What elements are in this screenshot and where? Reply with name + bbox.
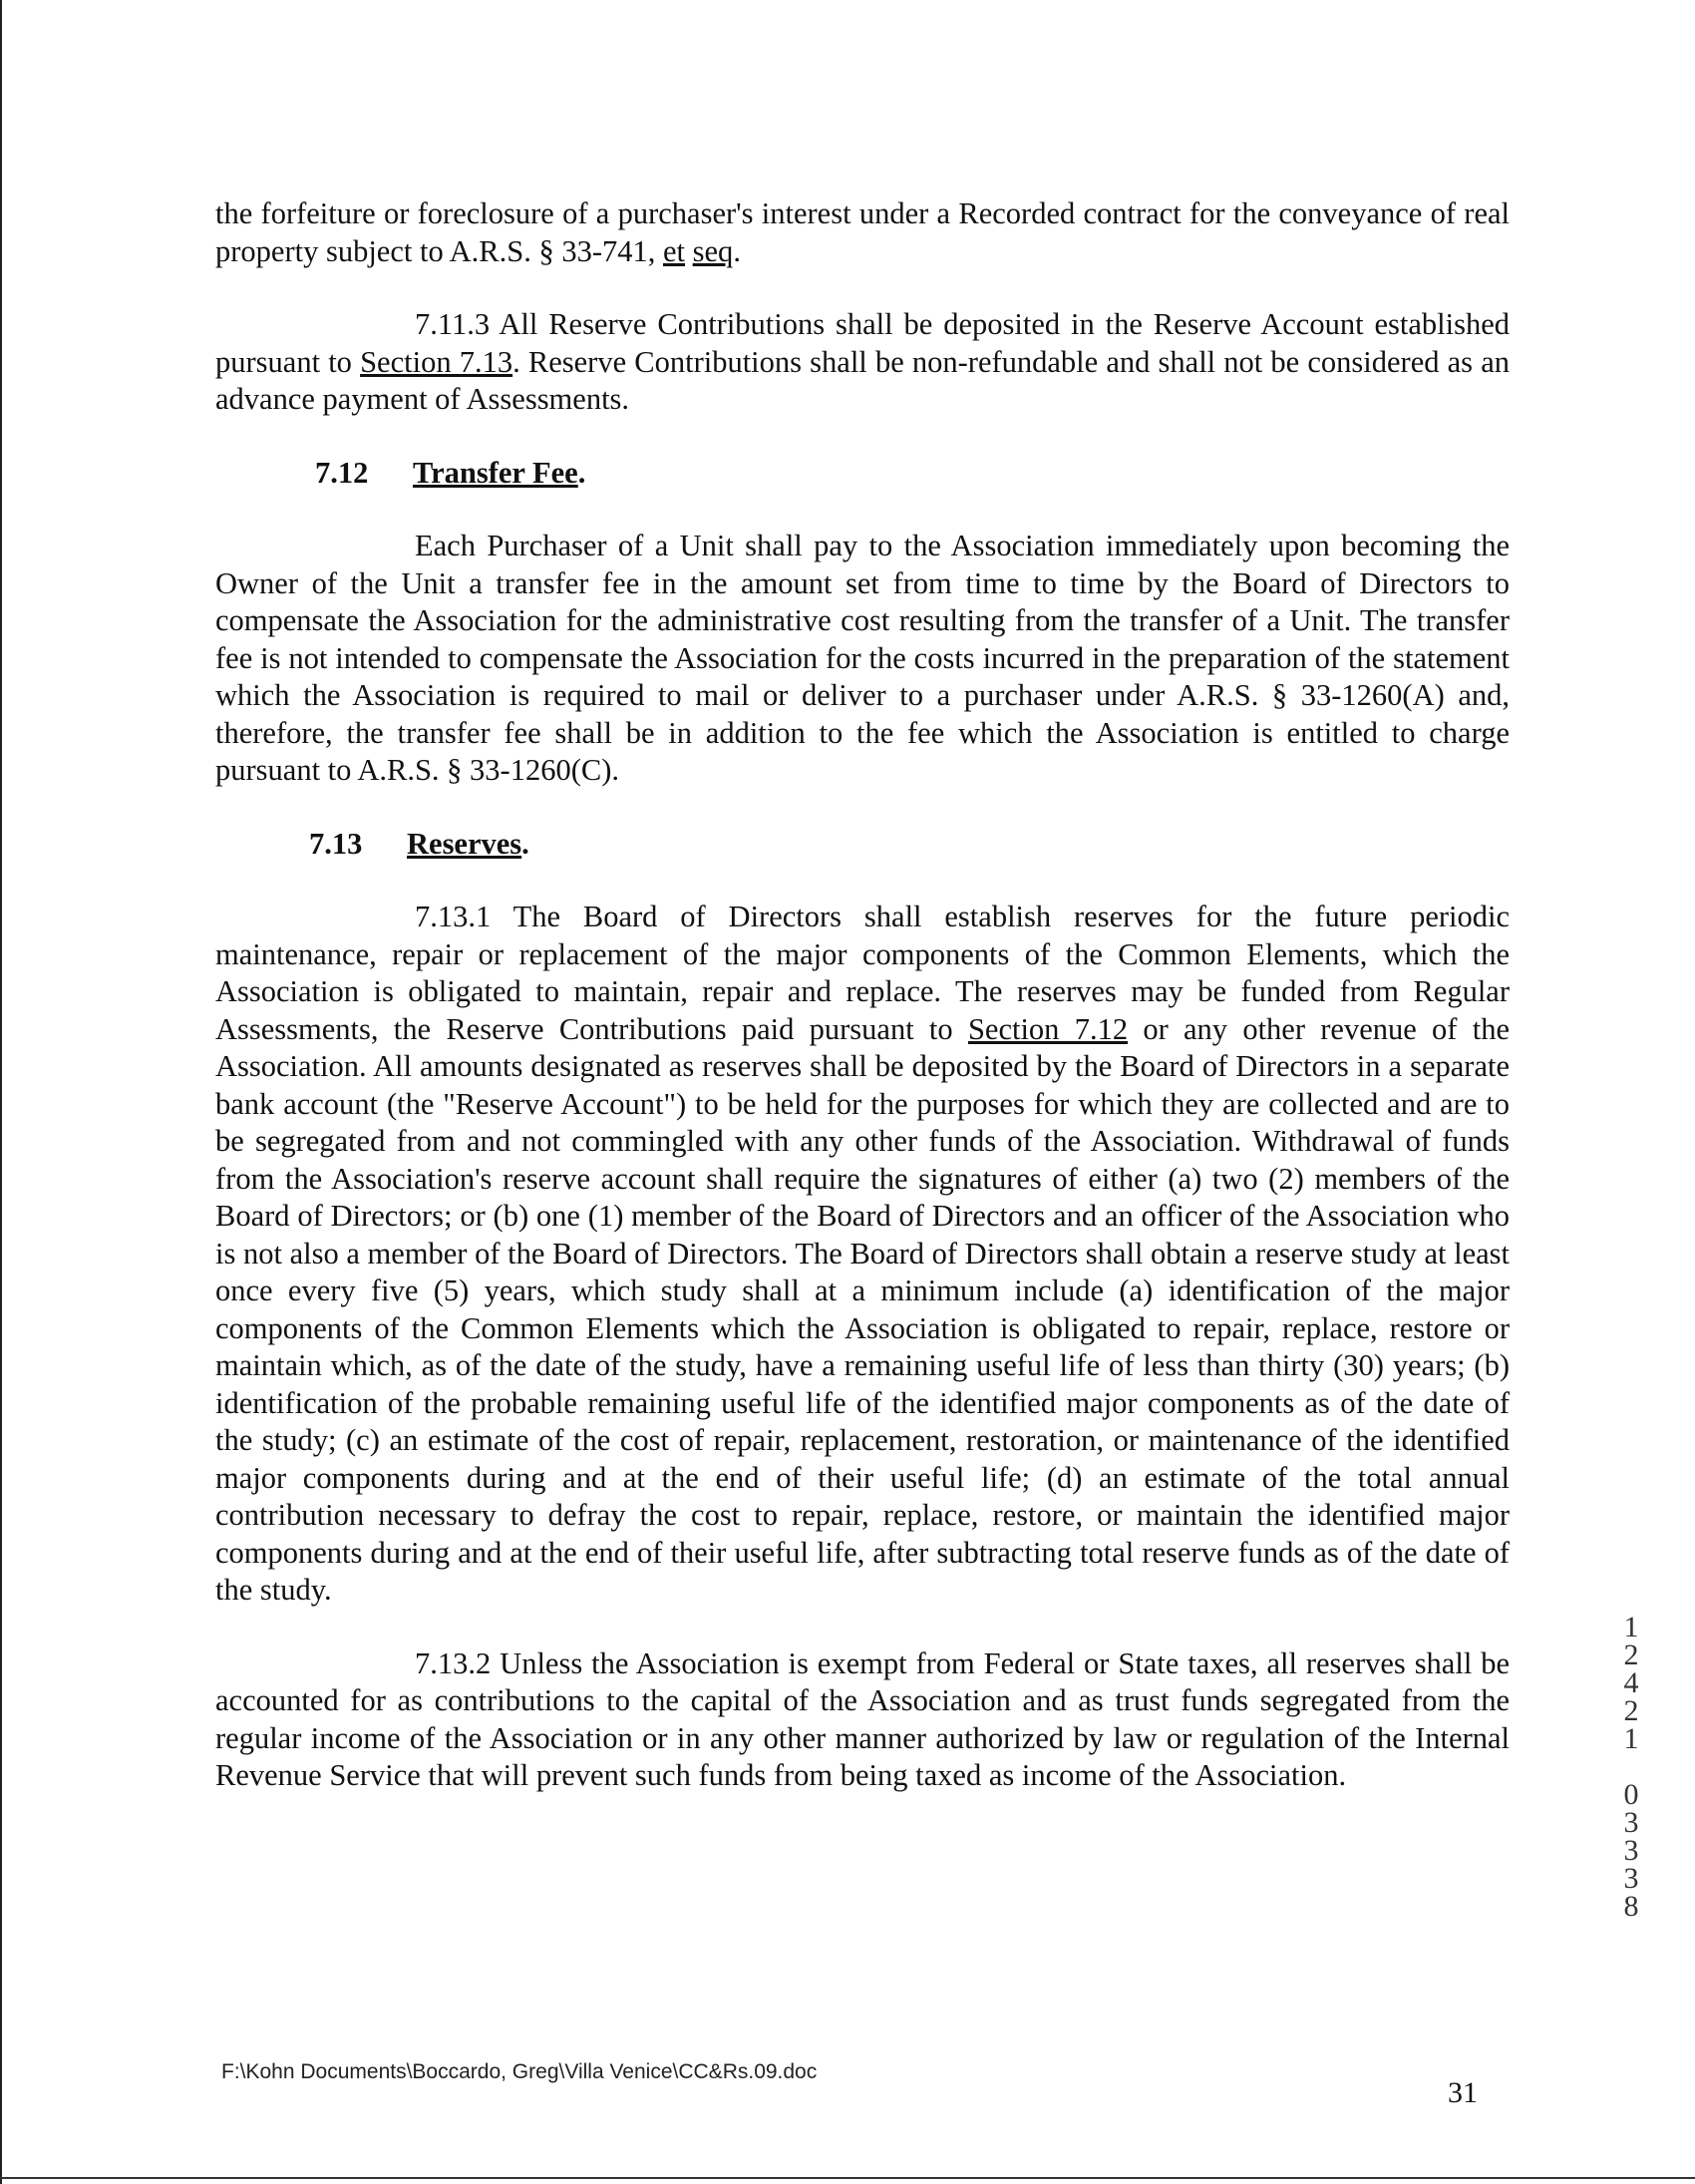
stamp-digit: 3 [1623,1806,1639,1839]
stamp-digit: 1 [1623,1611,1639,1643]
paragraph-continuation: the forfeiture or foreclosure of a purchaser's interest under a Recorded contract for the conveyance of real property subject to A.R.S. § 33-741, et seq. [215,196,1510,268]
stamp-digit: 1 [1623,1722,1639,1755]
stamp-digit: 0 [1623,1778,1639,1811]
stamp-digit: 2 [1623,1694,1639,1727]
document-stamp-number [1611,1611,1651,1923]
stamp-digit: 2 [1623,1638,1639,1671]
document-body [215,195,1510,1795]
heading-7-12-title: Transfer Fee [413,455,578,490]
scan-left-border [0,0,2,2184]
stamp-digit: 3 [1623,1862,1639,1895]
heading-7-12: 7.12 Transfer Fee. [215,455,1510,493]
page-number: 31 [1448,2076,1478,2109]
section-7-12-reference: Section 7.12 [967,1011,1129,1046]
section-7-13-reference: Section 7.13 [360,344,513,379]
heading-7-12-number: 7.12 [315,455,369,490]
heading-7-13: 7.13 Reserves. [215,826,1510,864]
paragraph-transfer-fee: Each Purchaser of a Unit shall pay to the Association immediately upon becoming the Owner of the Unit a transfer fee in the amount set from time to time by the Board of Directors to compensate the Association for the administrative cost resulting from the transfer of a Unit. The transfer fee is not intended to compensate the Association for the costs incurred in the preparation of the statement which the Association is required to mail or deliver to a purchaser under A.R.S. § 33-1260(A) and, therefore, the transfer fee shall be in addition to the fee which the Association is entitled to charge pursuant to A.R.S. § 33-1260(C). [215,529,1510,787]
stamp-digit [1611,1753,1651,1781]
stamp-digit: 4 [1623,1666,1639,1699]
footer-file-path: F:\Kohn Documents\Boccardo, Greg\Villa Venice\CC&Rs.09.doc [221,2060,818,2083]
heading-7-13-title: Reserves [407,826,522,861]
stamp-digit: 8 [1623,1890,1639,1923]
paragraph-7-13-1: 7.13.1 The Board of Directors shall establish reserves for the future periodic maintenance, repair or replacement of the major components of the Common Elements, which the Association is obligated to maintain, repair and replace. The reserves may be funded from Regular Assessments, the Reserve Contributions paid pursuant to Section 7.12 or any other revenue of the Association. All amounts designated as reserves shall be deposited by the Board of Directors in a separate bank account (the "Reserve Account") to be held for the purposes for which they are collected and are to be segregated from and not commingled with any other funds of the Association. Withdrawal of funds from the Association's reserve account shall require the signatures of either (a) two (2) members of the Board of Directors; or (b) one (1) member of the Board of Directors and an officer of the Association who is not also a member of the Board of Directors. The Board of Directors shall obtain a reserve study at least once every five (5) years, which study shall at a minimum include (a) identification of the major components of the Common Elements which the Association is obligated to repair, replace, restore or maintain which, as of the date of the study, have a remaining useful life of less than thirty (30) years; (b) identification of the probable remaining useful life of the identified major components as of the date of the study; (c) an estimate of the cost of repair, replacement, restoration, or maintenance of the identified major components during and at the end of their useful life; (d) an estimate of the total annual contribution necessary to defray the cost to repair, replace, restore, or maintain the identified major components during and at the end of their useful life, after subtracting total reserve funds as of the date of the study. [215,900,1510,1607]
seq-underlined: seq [692,233,734,268]
paragraph-7-11-3: 7.11.3 All Reserve Contributions shall be deposited in the Reserve Account established pursuant to Section 7.13. Reserve Contributions shall be non-refundable and shall not be considered as an advance payment of Assessments. [215,307,1510,416]
scan-bottom-border [0,2177,1695,2179]
et-underlined: et [663,233,686,268]
heading-7-13-number: 7.13 [309,826,363,861]
stamp-digit: 3 [1623,1834,1639,1867]
paragraph-7-13-2: 7.13.2 Unless the Association is exempt from Federal or State taxes, all reserves shall be accounted for as contributions to the capital of the Association and as trust funds segregated from the regular income of the Association or in any other manner authorized by law or regulation of the Internal Revenue Service that will prevent such funds from being taxed as income of the Association. [215,1645,1510,1792]
